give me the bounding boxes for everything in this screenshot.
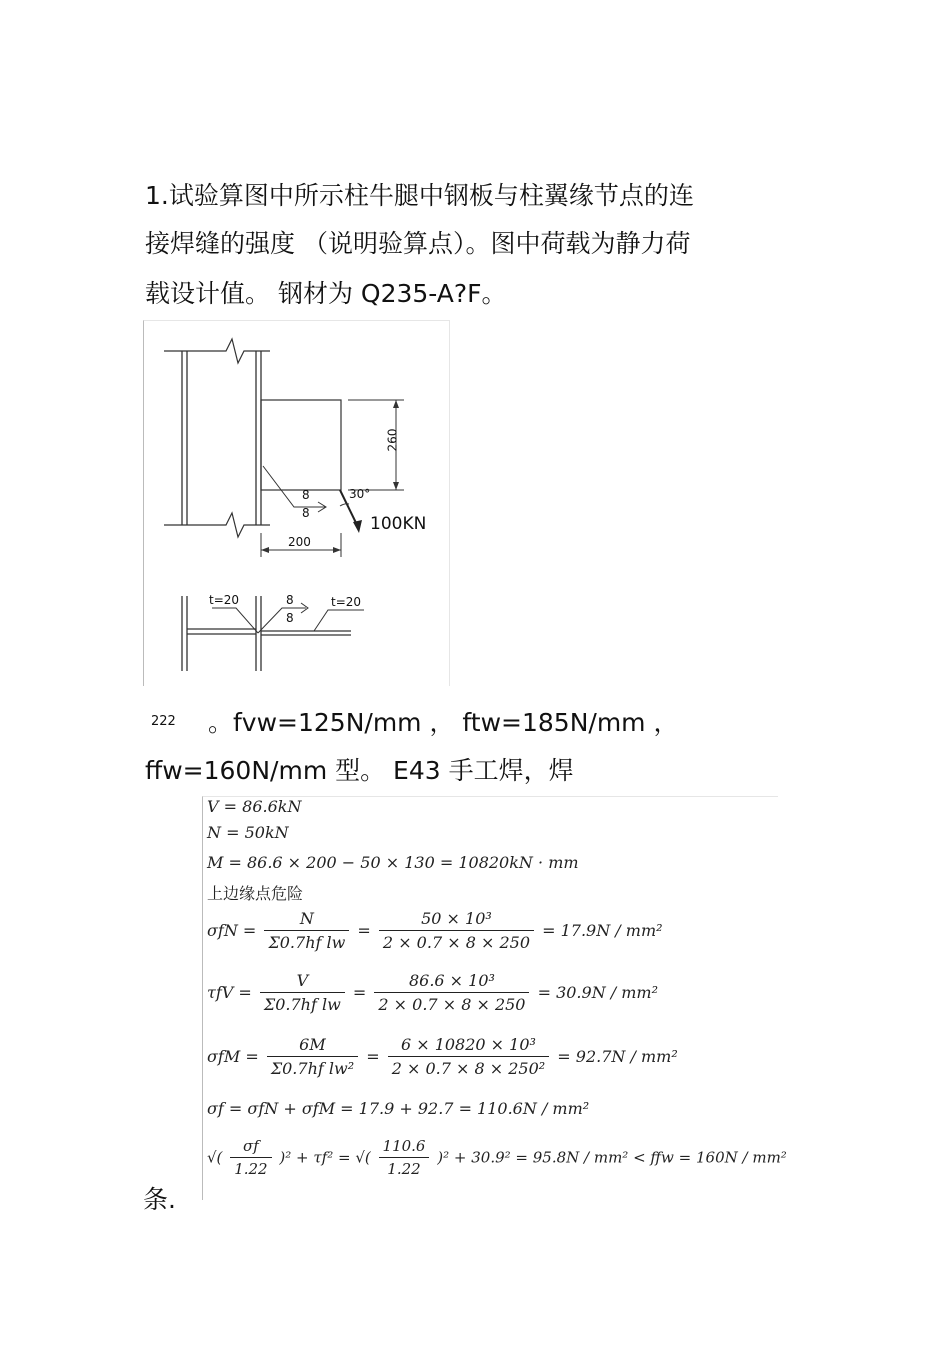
tail-character: 条.	[143, 1185, 176, 1214]
plan-weld-bottom: 8	[286, 611, 294, 625]
shear-force: V = 86.6kN	[207, 797, 302, 816]
dim-260-label: 260	[385, 428, 400, 452]
problem-line-1: 1.试验算图中所示柱牛腿中钢板与柱翼缘节点的连	[145, 181, 694, 210]
danger-point-note: 上边缘点危险	[207, 884, 304, 903]
solution-block	[202, 796, 787, 1200]
thickness-left-label: t=20	[209, 593, 240, 607]
axial-force: N = 50kN	[207, 823, 289, 842]
sigma-m-equation: σfM = $\frac{6M}{\text{Σ0.7hf lw²}}$ = $\frac{\text{6 × 10820 × 10³}}{\text{2 × 0.7 × 8 × 250²}}$ = 92.7N / mm²	[207, 1035, 678, 1078]
moment: M = 86.6 × 200 − 50 × 130 = 10820kN · mm	[207, 853, 579, 872]
weld-size-bottom: 8	[302, 506, 310, 520]
load-label: 100KN	[370, 514, 427, 534]
dim-200-label: 200	[288, 535, 311, 549]
sigma-n-equation: σfN = $\frac{N}{\text{Σ0.7hf lw}}$ = $\frac{\text{50 × 10³}}{2 \times 0.7 \times 8 \times 250}$ = 17.9N / mm²	[207, 909, 663, 952]
final-check: √( $\frac{\sigma f}{1.22}$ )² + τf² = √( $\frac{110.6}{1.22}$ )² + 30.9² = 95.8N / mm² < ffw = 160N / mm²	[207, 1137, 787, 1178]
tau-v-equation: τfV = $\frac{V}{\text{Σ0.7hf lw}}$ = $\frac{\text{86.6 × 10³}}{2 \times 0.7 \times 8 \times 250}$ = 30.9N / mm²	[207, 971, 659, 1014]
problem-line-3: 载设计值。 钢材为 Q235-A?F。	[145, 279, 507, 308]
superscript-number: 222	[151, 714, 176, 729]
plan-weld-top: 8	[286, 593, 294, 607]
bracket-drawing	[144, 321, 449, 685]
sigma-sum: σf = σfN + σfM = 17.9 + 92.7 = 110.6N / mm²	[207, 1099, 590, 1118]
param-line-b: ffw=160N/mm 型。 E43 手工焊，焊	[145, 756, 574, 785]
thickness-right-label: t=20	[331, 595, 362, 609]
bracket-diagram	[143, 320, 450, 686]
param-line-a: 。fvw=125N/mm ， ftw=185N/mm ，	[208, 708, 679, 737]
angle-label: 30°	[349, 487, 371, 501]
weld-size-top: 8	[302, 488, 310, 502]
problem-line-2: 接焊缝的强度 （说明验算点）。图中荷载为静力荷	[145, 229, 691, 258]
